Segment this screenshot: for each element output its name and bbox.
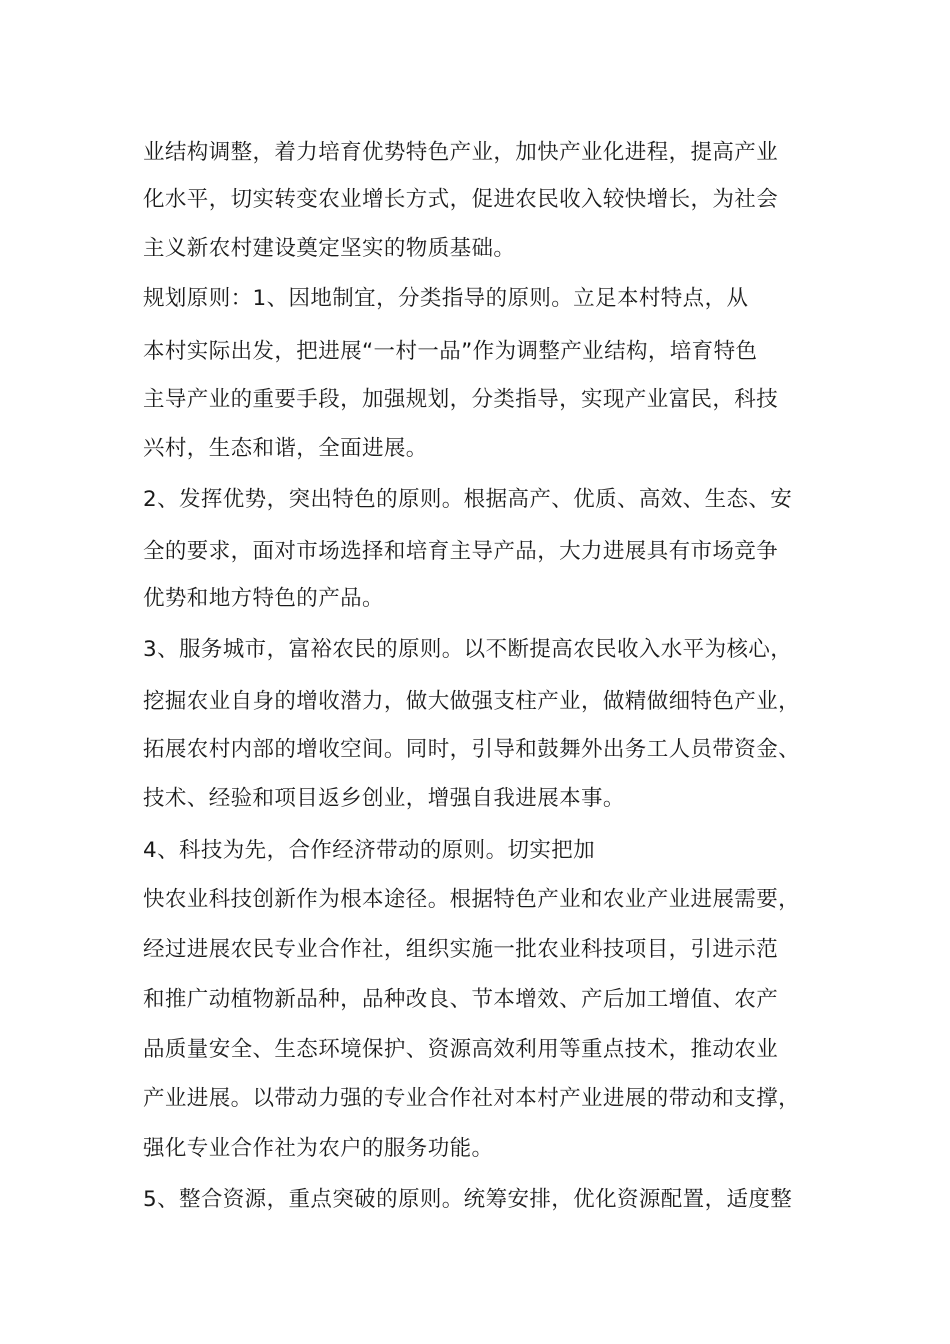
text-line: 品质量安全、生态环境保护、资源高效利用等重点技术，推动农业 [143,1037,779,1062]
text-line: 主导产业的重要手段，加强规划，分类指导，实现产业富民，科技 [143,387,779,412]
text-line: 和推广动植物新品种，品种改良、节本增效、产后加工增值、农产 [143,987,779,1012]
text-line: 强化专业合作社为农户的服务功能。 [143,1136,494,1161]
text-line: 挖掘农业自身的增收潜力，做大做强支柱产业，做精做细特色产业， [143,689,801,714]
text-line: 2、发挥优势，突出特色的原则。根据高产、优质、高效、生态、安 [143,487,793,512]
text-line: 拓展农村内部的增收空间。同时，引导和鼓舞外出务工人员带资金、 [143,737,801,762]
text-line: 3、服务城市，富裕农民的原则。以不断提高农民收入水平为核心， [143,637,793,662]
text-line: 兴村，生态和谐，全面进展。 [143,436,428,461]
text-line: 优势和地方特色的产品。 [143,586,384,611]
text-line: 本村实际出发，把进展“一村一品”作为调整产业结构，培育特色 [143,339,758,364]
text-line: 化水平，切实转变农业增长方式，促进农民收入较快增长，为社会 [143,187,779,212]
text-line: 经过进展农民专业合作社，组织实施一批农业科技项目，引进示范 [143,937,779,962]
text-line: 5、整合资源，重点突破的原则。统筹安排，优化资源配置，适度整 [143,1187,793,1212]
text-line: 技术、经验和项目返乡创业，增强自我进展本事。 [143,786,625,811]
text-line: 产业进展。以带动力强的专业合作社对本村产业进展的带动和支撑， [143,1086,801,1111]
text-line: 快农业科技创新作为根本途径。根据特色产业和农业产业进展需要， [143,887,801,912]
text-line: 全的要求，面对市场选择和培育主导产品，大力进展具有市场竞争 [143,539,779,564]
text-line: 主义新农村建设奠定坚实的物质基础。 [143,236,516,261]
text-line: 规划原则：1、因地制宜，分类指导的原则。立足本村特点，从 [143,286,749,311]
text-line: 业结构调整，着力培育优势特色产业，加快产业化进程，提高产业 [143,140,779,165]
text-line: 4、科技为先，合作经济带动的原则。切实把加 [143,838,596,863]
